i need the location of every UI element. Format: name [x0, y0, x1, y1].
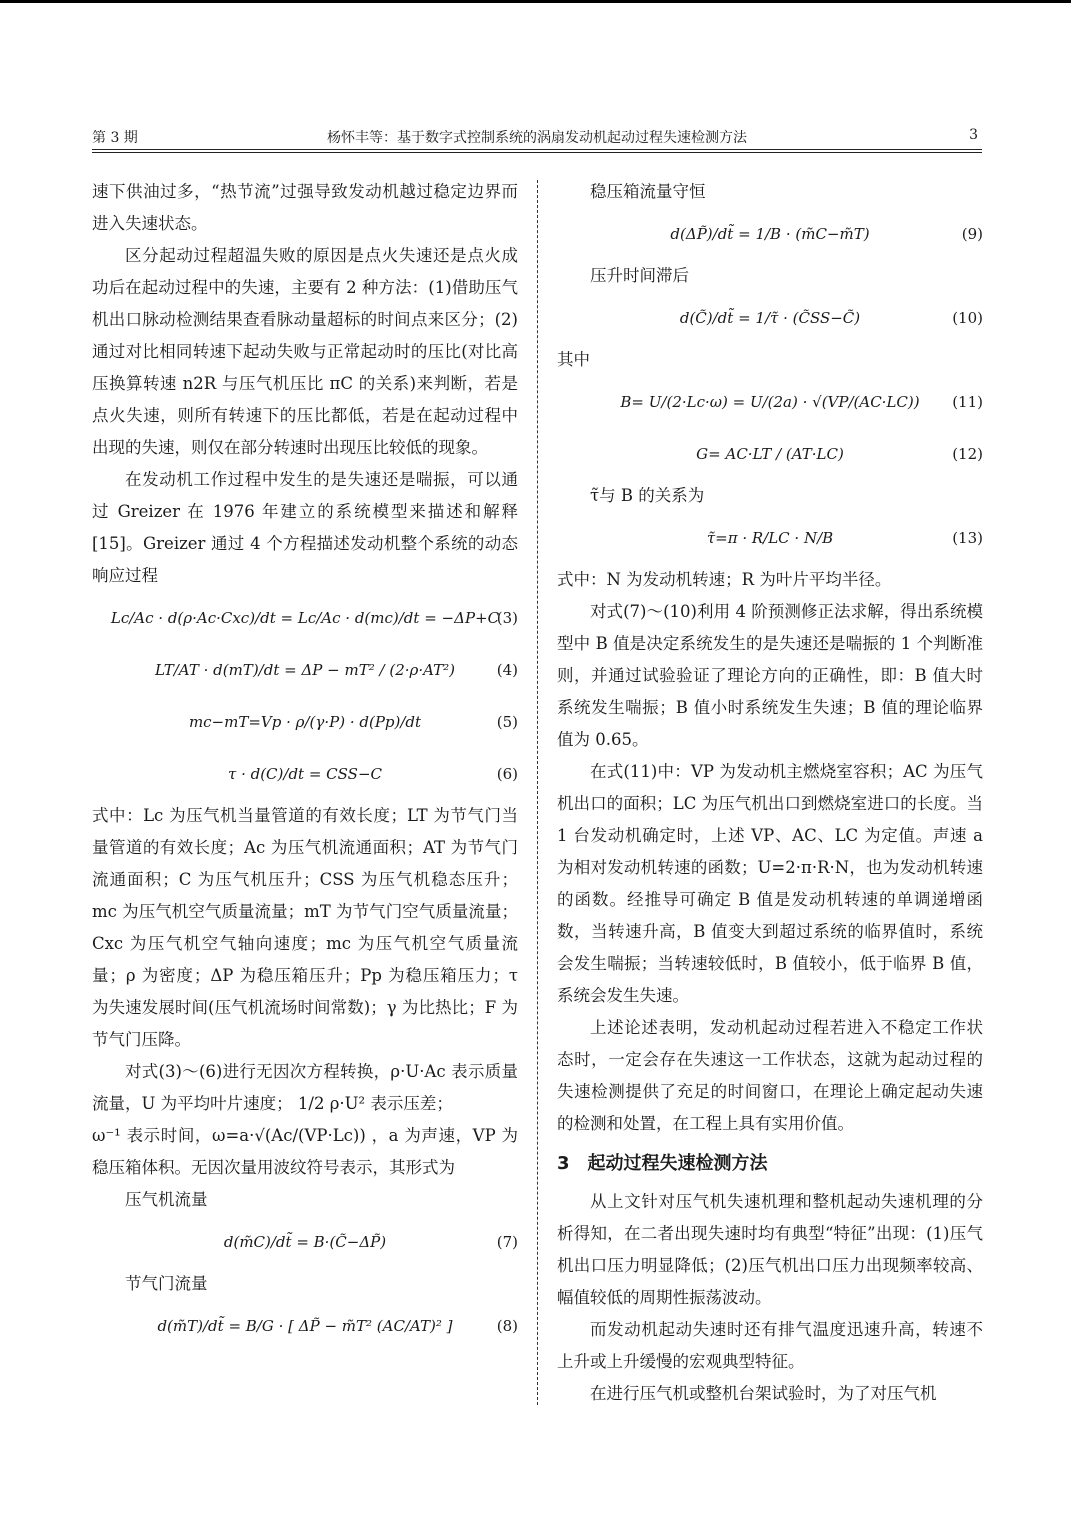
- equation-expression: G= AC·LT / (AT·LC): [696, 445, 844, 463]
- equation-8: [92, 1300, 518, 1352]
- equation-number: (7): [496, 1233, 518, 1251]
- equation-number: (11): [952, 393, 983, 411]
- equation-13: [557, 512, 983, 564]
- paragraph: 对式(3)～(6)进行无因次方程转换，ρ·U·Ac 表示质量流量，U 为平均叶片速度； 1/2 ρ·U² 表示压差；: [92, 1062, 518, 1113]
- equation-label: 压气机流量: [125, 1190, 208, 1209]
- paragraph: 在进行压气机或整机台架试验时，为了对压气机: [590, 1384, 937, 1403]
- equation-expression: d(m̃C)/dt̃ = B·(C̃−ΔP̃): [223, 1233, 387, 1251]
- equation-number: (4): [496, 661, 518, 679]
- equation-number: (6): [496, 765, 518, 783]
- equation-expression: τ · d(C)/dt = CSS−C: [228, 765, 382, 783]
- equation-label: τ̃与 B 的关系为: [590, 486, 705, 505]
- equation-10: [557, 292, 983, 344]
- column-divider: [537, 180, 538, 1405]
- equation-6: [92, 748, 518, 800]
- paragraph: 对式(7)～(10)利用 4 阶预测修正法求解，得出系统模型中 B 值是决定系统发生的是失速还是喘振的 1 个判断准则，并通过试验验证了理论方向的正确性，即：B 值大时系统发生喘振；B 值小时系统发生失速；B 值的理论临界值为 0.65。: [557, 602, 983, 749]
- equation-9: [557, 208, 983, 260]
- equation-expression: d(ΔP̃)/dt̃ = 1/B · (m̃C−m̃T): [670, 225, 870, 243]
- paragraph: 式中：N 为发动机转速；R 为叶片平均半径。: [557, 570, 892, 589]
- section-heading: 3 起动过程失速检测方法: [557, 1153, 768, 1174]
- left-column: [92, 176, 518, 1352]
- equation-expression: τ̃=π · R/LC · N/B: [706, 529, 834, 547]
- header-rule: [92, 149, 982, 150]
- equation-number: (13): [952, 529, 983, 547]
- equation-11: [557, 376, 983, 428]
- equation-expression: Lc/Ac · d(ρ·Ac·Cxc)/dt = Lc/Ac · d(mc)/dt = −ΔP+C: [110, 609, 500, 627]
- issue-label: 第 3 期: [92, 130, 138, 146]
- header-rule-second: [92, 152, 982, 153]
- equation-number: (8): [496, 1317, 518, 1335]
- paragraph: 在发动机工作过程中发生的是失速还是喘振，可以通过 Greizer 在 1976 年建立的系统模型来描述和解释[15]。Greizer 通过 4 个方程描述发动机整个系统的动态响应过程: [92, 470, 518, 585]
- paragraph: 区分起动过程超温失败的原因是点火失速还是点火成功后在起动过程中的失速，主要有 2 种方法：(1)借助压气机出口脉动检测结果查看脉动量超标的时间点来区分；(2) 通过对比相同转速下起动失败与正常起动时的压比(对比高压换算转速 n2R 与压气机压比 πC 的关系)来判断，若是点火失速，则所有转速下的压比都低，若是在起动过程中出现的失速，则仅在部分转速时出现压比较低的现象。: [92, 246, 518, 457]
- equation-4: [92, 644, 518, 696]
- right-column: [557, 176, 983, 1410]
- equation-number: (9): [961, 225, 983, 243]
- equation-label: 稳压箱流量守恒: [590, 182, 706, 201]
- page-number: 3: [969, 127, 978, 143]
- top-rule: [0, 0, 1071, 3]
- running-header: [92, 127, 982, 149]
- equation-label: 节气门流量: [125, 1274, 208, 1293]
- paragraph: 在式(11)中：VP 为发动机主燃烧室容积；AC 为压气机出口的面积；LC 为压气机出口到燃烧室进口的长度。当 1 台发动机确定时，上述 VP、AC、LC 为定值。声速 a 为相对发动机转速的函数；U=2·π·R·N，也为发动机转速的函数。经推导可确定 B 值是发动机转速的单调递增函数，当转速升高，B 值变大到超过系统的临界值时，系统会发生喘振；当转速较低时，B 值较小，低于临界 B 值，系统会发生失速。: [557, 762, 983, 1005]
- paragraph: ω⁻¹ 表示时间，ω=a·√(Ac/(VP·Lc)) ，a 为声速，VP 为稳压箱体积。无因次量用波纹符号表示，其形式为: [92, 1126, 518, 1177]
- equation-3: [92, 592, 518, 644]
- paragraph: 速下供油过多，“热节流”过强导致发动机越过稳定边界而进入失速状态。: [92, 182, 518, 233]
- paragraph: 从上文针对压气机失速机理和整机起动失速机理的分析得知，在二者出现失速时均有典型“特征”出现：(1)压气机出口压力明显降低；(2)压气机出口压力出现频率较高、幅值较低的周期性振荡波动。: [557, 1192, 983, 1307]
- equation-number: (12): [952, 445, 983, 463]
- equation-5: [92, 696, 518, 748]
- paragraph: 上述论述表明，发动机起动过程若进入不稳定工作状态时，一定会存在失速这一工作状态，这就为起动过程的失速检测提供了充足的时间窗口，在理论上确定起动失速的检测和处置，在工程上具有实用价值。: [557, 1018, 983, 1133]
- equation-expression: d(C̃)/dt̃ = 1/τ̃ · (C̃SS−C̃): [679, 309, 861, 327]
- equation-number: (5): [496, 713, 518, 731]
- equation-7: [92, 1216, 518, 1268]
- equation-12: [557, 428, 983, 480]
- equation-expression: LT/AT · d(mT)/dt = ΔP − mT² / (2·ρ·AT²): [155, 661, 455, 679]
- equation-expression: B= U/(2·Lc·ω) = U/(2a) · √(VP/(AC·LC)): [620, 393, 920, 411]
- paragraph: 而发动机起动失速时还有排气温度迅速升高，转速不上升或上升缓慢的宏观典型特征。: [557, 1320, 983, 1371]
- equation-number: (3): [496, 609, 518, 627]
- equation-label: 其中: [557, 350, 590, 369]
- equation-expression: d(m̃T)/dt̃ = B/G · [ ΔP̃ − m̃T² (AC/AT)² ]: [157, 1317, 453, 1335]
- paragraph: 式中：Lc 为压气机当量管道的有效长度；LT 为节气门当量管道的有效长度；Ac 为压气机流通面积；AT 为节气门流通面积；C 为压气机压升；CSS 为压气机稳态压升；mc 为压气机空气质量流量；mT 为节气门空气质量流量； Cxc 为压气机空气轴向速度；mc 为压气机空气质量流量；ρ 为密度；ΔP 为稳压箱压升；Pp 为稳压箱压力；τ 为失速发展时间(压气机流场时间常数)；γ 为比热比；F 为节气门压降。: [92, 806, 518, 1049]
- running-title: 杨怀丰等：基于数字式控制系统的涡扇发动机起动过程失速检测方法: [327, 130, 747, 146]
- equation-expression: mc−mT=Vp · ρ/(γ·P) · d(Pp)/dt: [188, 713, 422, 731]
- equation-label: 压升时间滞后: [590, 266, 689, 285]
- equation-number: (10): [952, 309, 983, 327]
